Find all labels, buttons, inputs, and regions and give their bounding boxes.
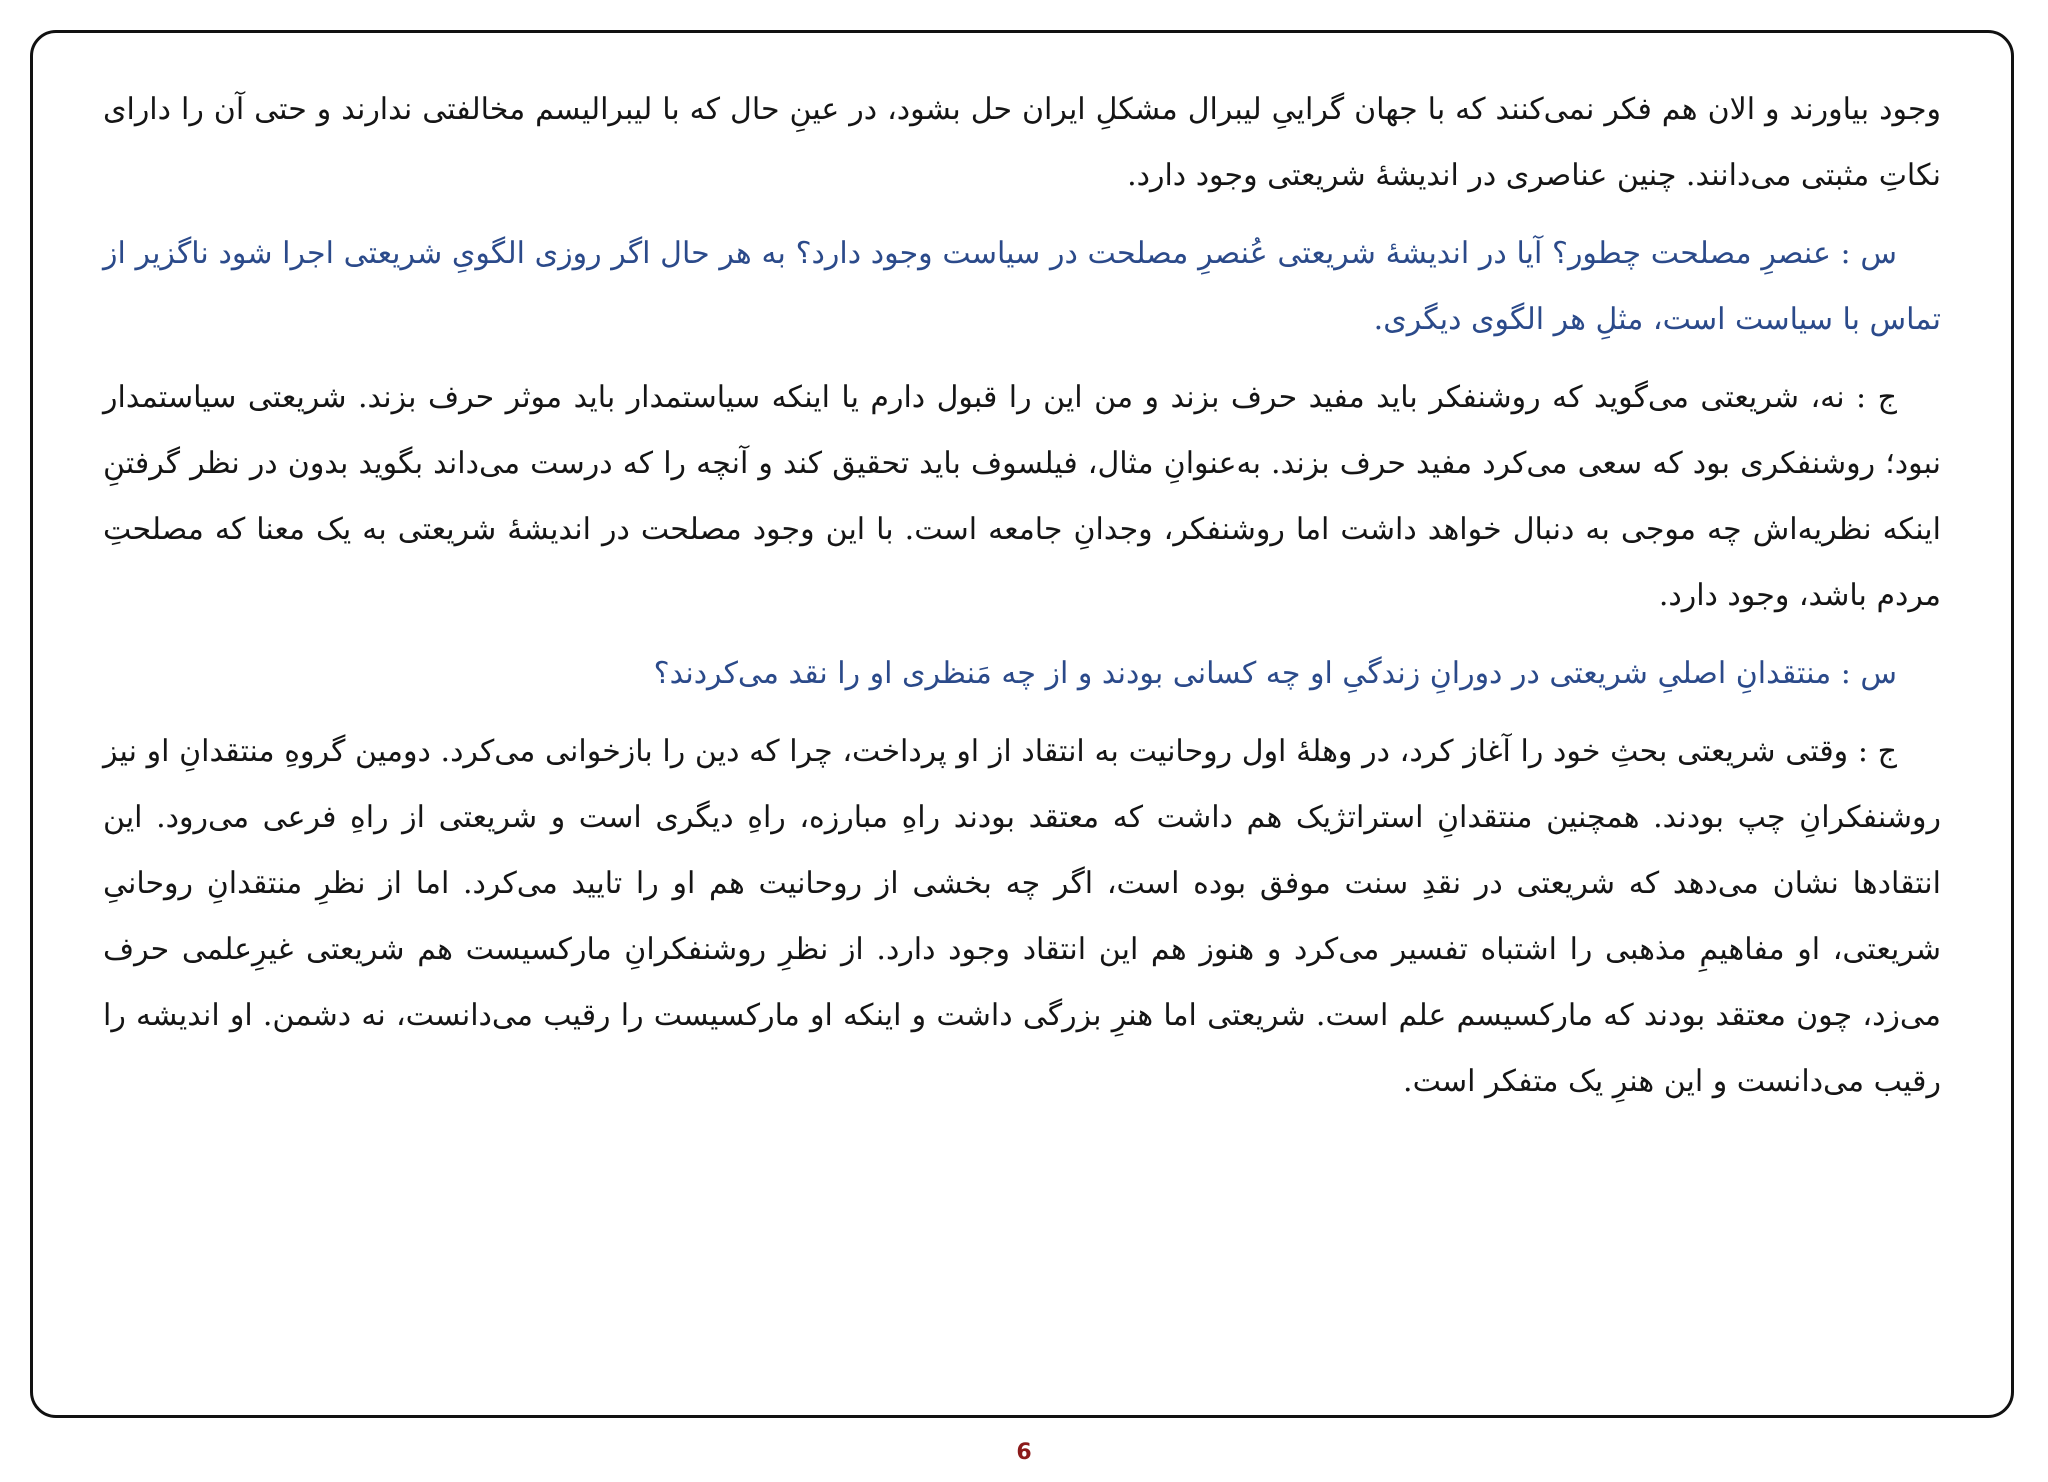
paragraph-continuation: وجود بیاورند و الان هم فکر نمی‌کنند که با جهان گراییِ لیبرال مشکلِ ایران حل بشود، در عینِ حال که با لیبرالیسم مخالفتی ندارند و حتی آن را دارای نکاتِ مثبتی می‌دانند. چنین عناصری در اندیشهٔ شریعتی وجود دارد. [103,92,1941,193]
answer-paragraph-2: ج : وقتی شریعتی بحثِ خود را آغاز کرد، در وهلهٔ اول روحانیت به انتقاد از او پرداخت، چرا که دین را بازخوانی می‌کرد. دومین گروهِ منتقدانِ او نیز روشنفکرانِ چپ بودند. همچنین منتقدانِ استراتژیک هم داشت که معتقد بودند راهِ مبارزه، راهِ دیگری است و شریعتی از راهِ فرعی می‌رود. این انتقادها نشان می‌دهد که شریعتی در نقدِ سنت موفق بوده است، اگر چه بخشی از روحانیت هم او را تایید می‌کرد. اما از نظرِ منتقدانِ روحانیِ شریعتی، او مفاهیمِ مذهبی را اشتباه تفسیر می‌کرد و هنوز هم این انتقاد وجود دارد. از نظرِ روشنفکرانِ مارکسیست هم شریعتی غیرِعلمی حرف می‌زد، چون معتقد بودند که مارکسیسم علم است. شریعتی اما هنرِ بزرگی داشت و اینکه او مارکسیست را رقیب می‌دانست، نه دشمن. او اندیشه را رقیب می‌دانست و این هنرِ یک متفکر است. [103,734,1941,1099]
answer-paragraph-1: ج : نه، شریعتی می‌گوید که روشنفکر باید مفید حرف بزند و من این را قبول دارم یا اینکه سیاستمدار باید موثر حرف بزند. شریعتی سیاستمدار نبود؛ روشنفکری بود که سعی می‌کرد مفید حرف بزند. به‌عنوانِ مثال، فیلسوف باید تحقیق کند و آنچه را که درست می‌داند بگوید بدون در نظر گرفتنِ اینکه نظریه‌اش چه موجی به دنبال خواهد داشت اما روشنفکر، وجدانِ جامعه است. با این وجود مصلحت در اندیشهٔ شریعتی به یک معنا که مصلحتِ مردم باشد، وجود دارد. [103,380,1941,613]
question-paragraph-2: س : منتقدانِ اصلیِ شریعتی در دورانِ زندگیِ او چه کسانی بودند و از چه مَنظری او را نقد می‌کردند؟ [653,656,1897,691]
page-frame [30,30,2014,1418]
document-body [103,71,1941,1115]
question-paragraph-1: س : عنصرِ مصلحت چطور؟ آیا در اندیشهٔ شریعتی عُنصرِ مصلحت در سیاست وجود دارد؟ به هر حال اگر روزی الگویِ شریعتی اجرا شود ناگزیر از تماس با سیاست است، مثلِ هر الگوی دیگری. [103,236,1941,337]
page-number: 6 [1016,1440,1032,1465]
